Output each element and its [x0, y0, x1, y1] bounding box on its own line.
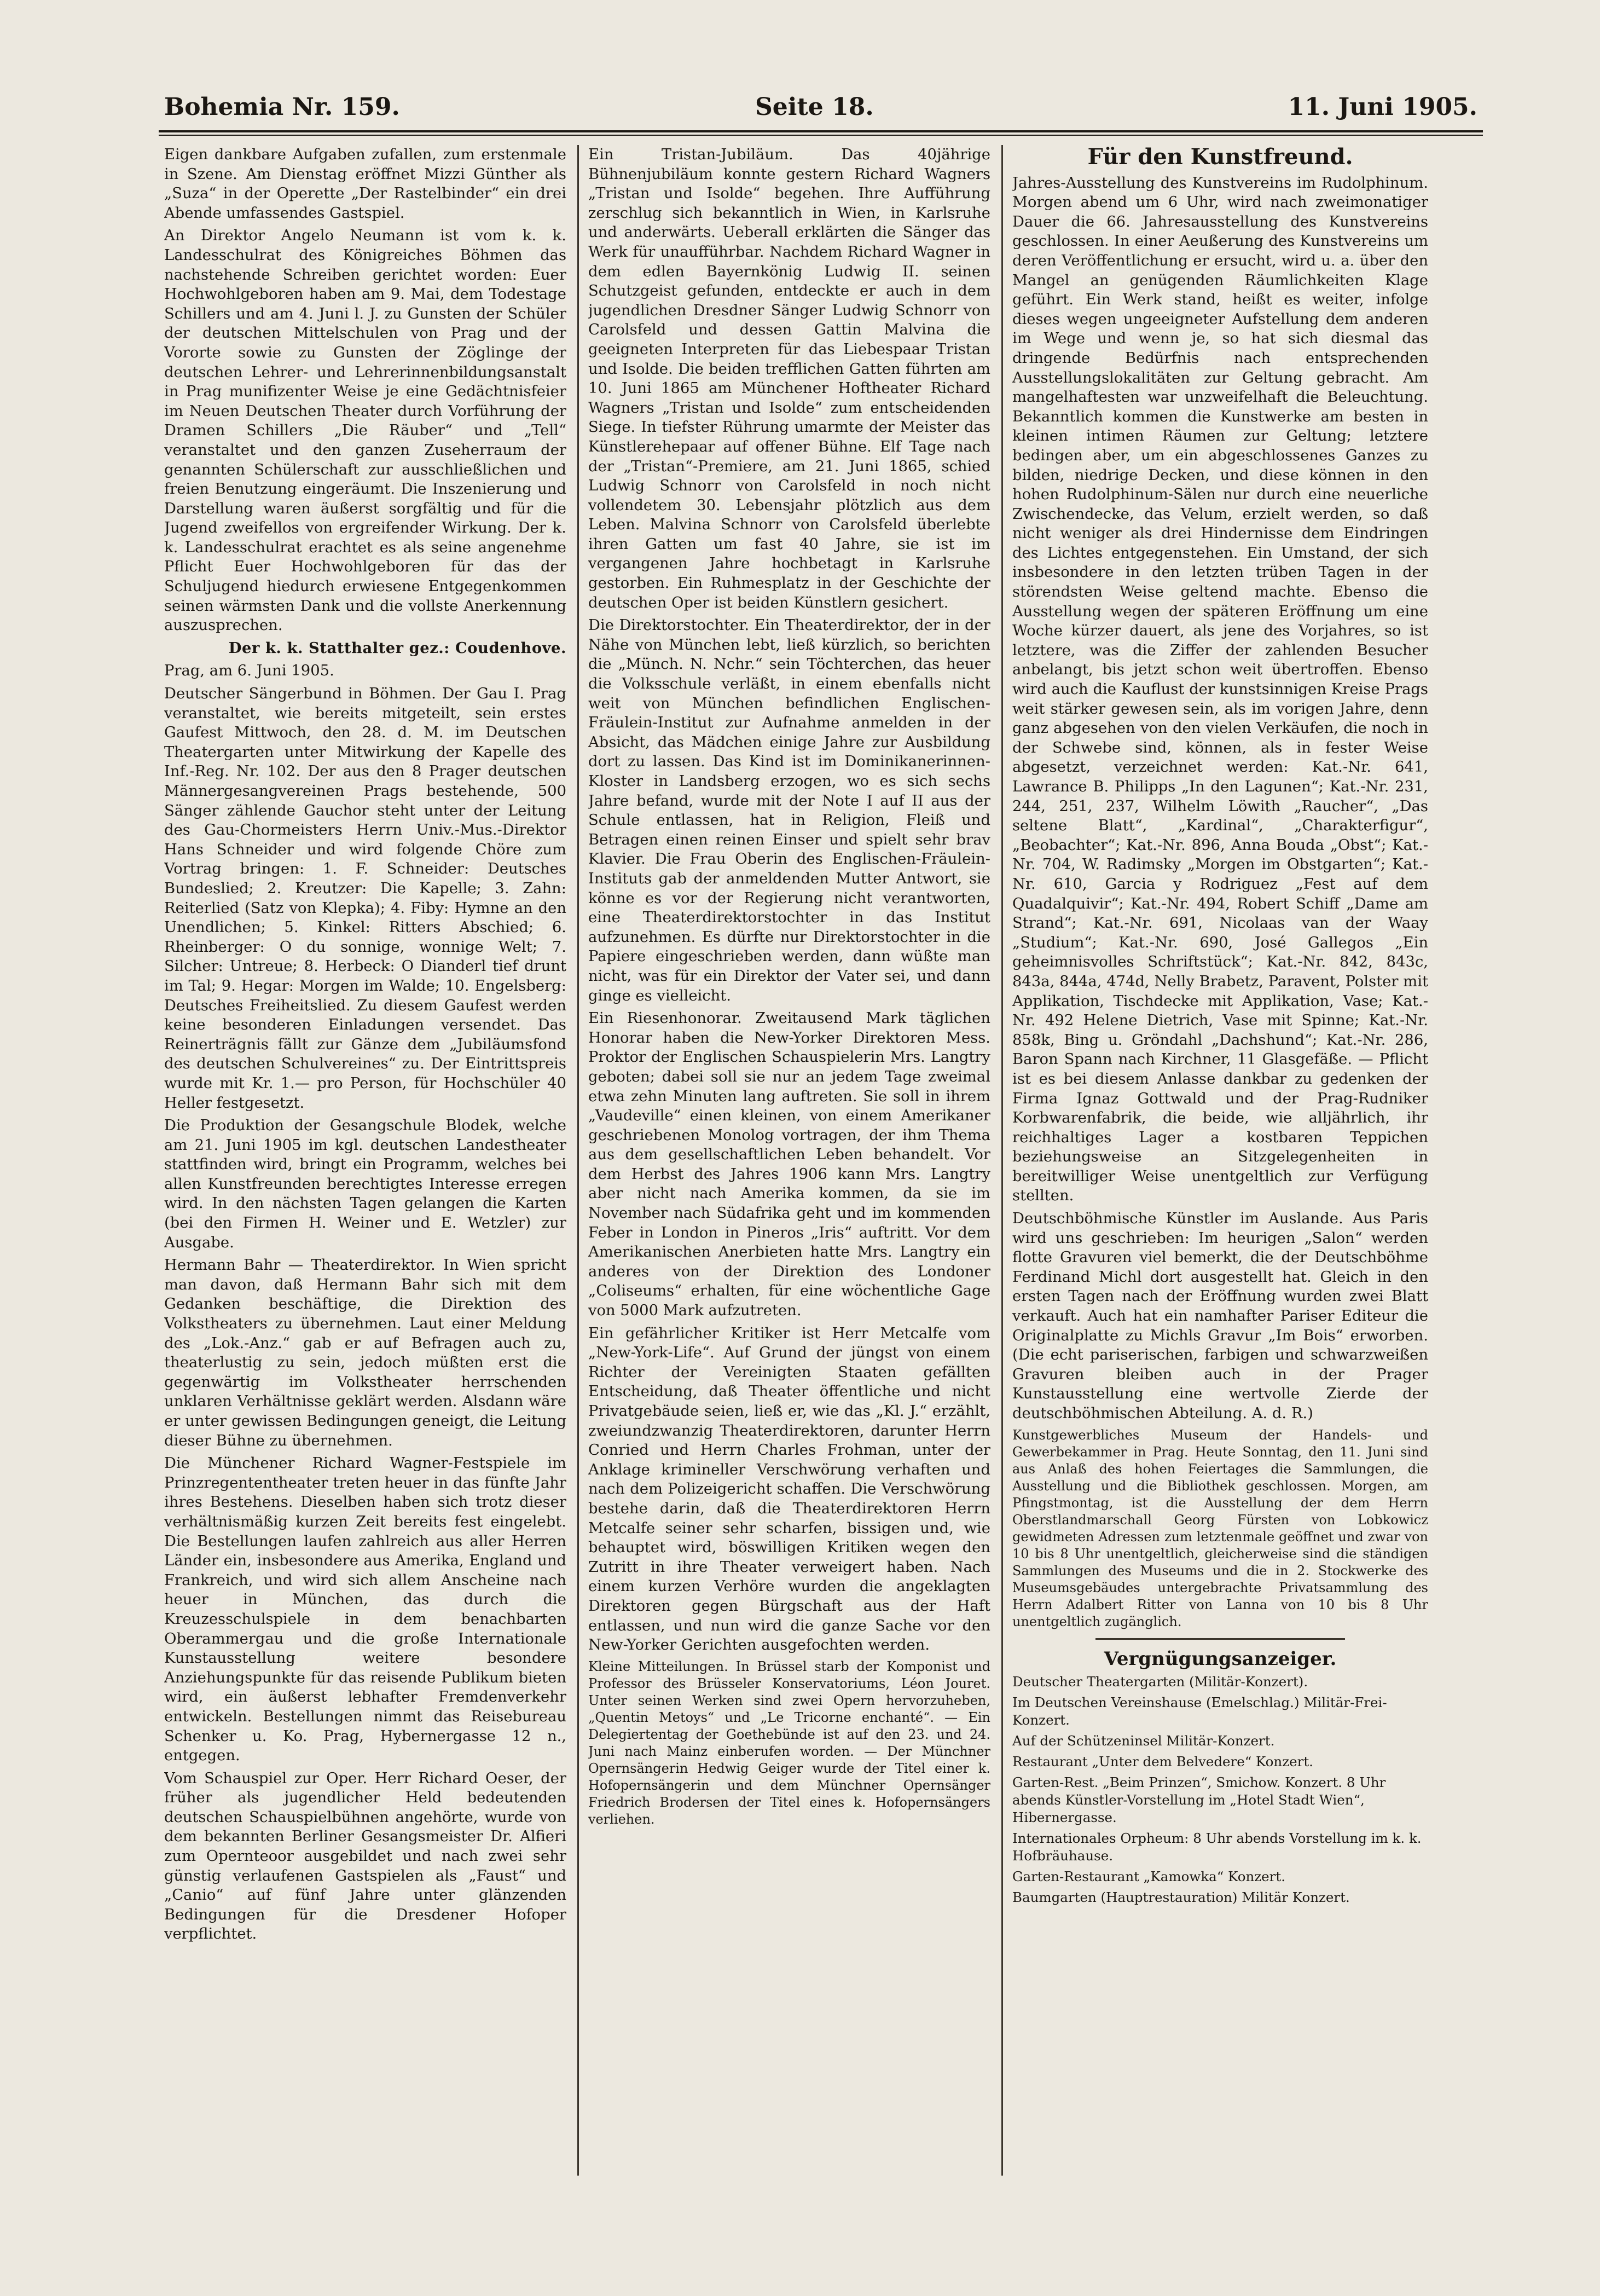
article-paragraph: Ein gefährlicher Kritiker ist Herr Metcalfe vom „New-York-Life“. Auf Grund der jüngst von einem Richter der Vereinigten Staaten gefällten Entscheidung, daß Theater öffentliche und nicht Privatgebäude seien, ließ er, wie das „Kl. J.“ erzählt, zweiundzwanzig Theaterdirektoren, darunter Herrn Conried und Herrn Charles Frohman, unter der Anklage krimineller Verschwörung verhaften und nach dem Polizeigericht schaffen. Die Verschwörung bestehe darin, daß die Theaterdirektoren Herrn Metcalfe seiner sehr scharfen, bissigen und, wie behauptet wird, böswilligen Kritiken wegen den Zutritt in ihre Theater verweigert haben. Nach einem kurzen Verhöre wurden die angeklagten Direktoren gegen Bürgschaft aus der Haft entlassen, und nun wird die ganze Sache vor den New-Yorker Gerichten ausgefochten werden. — [588, 1325, 990, 1654]
advertisement-title: Vergnügungsanzeiger. — [1104, 1647, 1337, 1670]
article-paragraph: An Direktor Angelo Neumann ist vom k. k. Landesschulrat des Königreiches Böhmen das nachstehende Schreiben gerichtet worden: Euer Hochwohlgeboren haben am 9. Mai, dem Todestage Schillers und am 4. Juni l. J. zu Gunsten der Schüler der deutschen Mittelschulen von Prag und der Vororte sowie zu Gunsten der Zöglinge der deutschen Lehrer- und Lehrerinnenbildungsanstalt in Prag munifizenter Weise je eine Gedächtnisfeier im Neuen Deutschen Theater durch Vorführung der Dramen Schillers „Die Räuber“ und „Tell“ veranstaltet und den ganzen Zuseherraum der genannten Schülerschaft zur ausschließlichen und freien Benutzung eingeräumt. Die Inszenierung und Darstellung waren äußerst sorgfältig und für die Jugend zweifellos von ergreifender Wirkung. Der k. k. Landesschulrat erachtet es als seine angenehme Pflicht Euer Hochwohlgeboren für das der Schuljugend hiedurch erwiesene Entgegenkommen seinen wärmsten Dank und die vollste Anerkennung auszusprechen. — [164, 227, 566, 634]
article-paragraph: Die Direktorstochter. Ein Theaterdirektor, der in der Nähe von München lebt, ließ kürzlich, so berichten die „Münch. N. Nchr.“ sein Töchterchen, das heuer die Volksschule verläßt, in einem ebenfalls nicht weit von München befindlichen Englischen-Fräulein-Institut zur Aufnahme anmelden in der Absicht, das Mädchen einige Jahre zur Ausbildung dort zu lassen. Das Kind ist im Dominikanerinnen-Kloster in Landsberg erzogen, wo es sich sechs Jahre befand, wurde mit der Note I auf II aus der Schule entlassen, hat in Religion, Fleiß und Betragen einen reinen Einser und spielt sehr brav Klavier. Die Frau Oberin des Englischen-Fräulein-Instituts gab der anmeldenden Mutter Antwort, sie könne es vor der Regierung nicht verantworten, eine Theaterdirektorstochter in das Institut aufzunehmen. Es dürfte nur Direktorstochter in die Papiere eingeschrieben werden, dann wüßte man nicht, was für ein Direktor der Vater sei, und dann ginge es vielleicht. — [588, 617, 990, 1004]
signature: Der k. k. Statthalter gez.: Coudenhove. — [228, 639, 566, 657]
column-1 — [164, 145, 566, 2176]
advertisement-item: Baumgarten (Hauptrestauration) Militär Konzert. — [1012, 1889, 1350, 1906]
section-divider — [1095, 1638, 1345, 1640]
column-2 — [588, 145, 990, 2176]
page-number: Seite 18. — [755, 93, 874, 121]
header-rule — [159, 130, 1483, 132]
advertisement-item: Deutscher Theatergarten (Militär-Konzert). — [1012, 1674, 1308, 1690]
article-paragraph: Vom Schauspiel zur Oper. Herr Richard Oeser, der früher als jugendlicher Held bedeutenden deutschen Schauspielbühnen angehörte, wurde von dem bekannten Berliner Gesangsmeister Dr. Alfieri zum Opernteoor ausgebildet und nach zwei sehr günstig verlaufenen Gastspielen als „Faust“ und „Canio“ auf fünf Jahre unter glänzenden Bedingungen für die Dresdener Hofoper verpflichtet. — [164, 1769, 566, 1943]
article-paragraph: Ein Riesenhonorar. Zweitausend Mark täglichen Honorar haben die New-Yorker Direktoren Mess. Proktor der Englischen Schauspielerin Mrs. Langtry geboten; dabei soll sie nur an jedem Tage zweimal etwa zehn Minuten lang auftreten. Sie soll in ihrem „Vaudeville“ einen kleinen, von einem Amerikaner geschriebenen Monolog vortragen, der ihm Thema aus dem gesellschaftlichen Leben behandelt. Vor dem Herbst des Jahres 1906 kann Mrs. Langtry aber nicht nach Amerika kommen, da sie im November nach Südafrika geht und im kommenden Feber in London in Pineros „Iris“ auftritt. Vor dem Amerikanischen Anerbieten hatte Mrs. Langtry ein anderes von der Direktion des Londoner „Coliseums“ erhalten, für eine wöchentliche Gage von 5000 Mark aufzutreten. — [588, 1010, 990, 1320]
advertisement-item: Internationales Orpheum: 8 Uhr abends Vorstellung im k. k. Hofbräuhause. — [1012, 1830, 1422, 1864]
advertisement-item: Auf der Schützeninsel Militär-Konzert. — [1012, 1733, 1275, 1749]
article-paragraph: Kunstgewerbliches Museum der Handels- und Gewerbekammer in Prag. Heute Sonntag, den 11. Juni sind aus Anlaß des hohen Feiertages die Sammlungen, die Ausstellung und die Bibliothek geschlossen. Morgen, am Pfingstmontag, ist die Ausstellung der dem Herrn Oberstlandmarschall Georg Fürsten von Lobkowicz gewidmeten Adressen zum letztenmale geöffnet und zwar von 10 bis 8 Uhr unentgeltlich, gleicherweise sind die ständigen Sammlungen des Museums und die in 2. Stockwerke des Museumsgebäudes untergebrachte Privatsammlung des Herrn Adalbert Ritter von Lanna von 10 bis 8 Uhr unentgeltlich zugänglich. — [1012, 1427, 1428, 1629]
page-header — [164, 82, 1477, 126]
article-paragraph: Hermann Bahr — Theaterdirektor. In Wien spricht man davon, daß Hermann Bahr sich mit dem Gedanken beschäftige, die Direktion des Volkstheaters zu übernehmen. Laut einer Meldung des „Lok.-Anz.“ gab er auf Befragen auch zu, theaterlustig zu sein, jedoch müßten erst die gegenwärtig im Volkstheater herrschenden unklaren Verhältnisse geklärt werden. Alsdann wäre er unter gewissen Bedingungen geneigt, die Leitung dieser Bühne zu übernehmen. — [164, 1257, 566, 1449]
advertisement-item: Im Deutschen Vereinshause (Emelschlag.) Militär-Frei-Konzert. — [1012, 1694, 1387, 1728]
advertisement-item: Restaurant „Unter dem Belvedere“ Konzert. — [1012, 1754, 1313, 1770]
article-paragraph: Ein Tristan-Jubiläum. Das 40jährige Bühnenjubiläum konnte gestern Richard Wagners „Tristan und Isolde“ begehen. Ihre Aufführung zerschlug sich bekanntlich in Wien, in Karlsruhe und anderwärts. Ueberall erklärten die Sänger das Werk für unaufführbar. Nachdem Richard Wagner in dem edlen Bayernkönig Ludwig II. seinen Schutzgeist gefunden, entdeckte er auch in dem jugendlichen Dresdner Sänger Ludwig Schnorr von Carolsfeld und dessen Gattin Malvina die geeigneten Interpreten für das Liebespaar Tristan und Isolde. Die beiden trefflichen Gatten führten am 10. Juni 1865 am Münchener Hoftheater Richard Wagners „Tristan und Isolde“ zum entscheidenden Siege. In tiefster Rührung umarmte der Meister das Künstlerehepaar auf offener Bühne. Elf Tage nach der „Tristan“-Premiere, am 21. Juni 1865, schied Ludwig Schnorr von Carolsfeld in noch nicht vollendetem 30. Lebensjahr plötzlich aus dem Leben. Malvina Schnorr von Carolsfeld überlebte ihren Gatten um fast 40 Jahre, sie ist im vergangenen Jahre hochbetagt in Karlsruhe gestorben. Ein Ruhmesplatz in der Geschichte der deutschen Oper ist beiden Künstlern gesichert. — [588, 146, 990, 611]
column-divider — [1001, 145, 1003, 2176]
article-paragraph: Jahres-Ausstellung des Kunstvereins im Rudolphinum. Morgen abend um 6 Uhr, wird nach zweimonatiger Dauer die 66. Jahresausstellung des Kunstvereins geschlossen. In einer Aeußerung des Kunstvereins um deren Veröffentlichung er ersucht, wird u. a. über den Mangel an genügenden Räumlichkeiten Klage geführt. Ein Werk stand, heißt es weiter, infolge dieses wegen ungeeigneter Aufstellung dem anderen im Wege und wenn je, so hat sich diesmal das dringende Bedürfnis nach entsprechenden Ausstellungslokalitäten zur Geltung gebracht. Am mangelhaftesten war unzweifelhaft die Beleuchtung. Bekanntlich kommen die Kunstwerke am besten in kleinen intimen Räumen zur Geltung; letztere bedingen aber, um ein abgeschlossenes Ganzes zu bilden, niedrige Decken, und diese können in den hohen Rudolphinum-Sälen nur durch eine neuerliche Zwischendecke, das Velum, erzielt werden, so daß nicht weniger als drei Hindernisse dem Eindringen des Lichtes entgegenstehen. Ein Umstand, der sich insbesondere in den letzten trüben Tagen in der störendsten Weise geltend machte. Ebenso die Ausstellung wegen der späteren Eröffnung um eine Woche kürzer dauert, als jene des Vorjahres, so ist letztere, was die Ziffer der zahlenden Besucher anbelangt, bis jetzt schon weit übertroffen. Ebenso wird auch die Kauflust der kunstsinnigen Kreise Prags weit stärker gewesen sein, als im vorigen Jahre, denn ganz abgesehen von den vielen Verkäufen, die noch in der Schwebe sind, können, als in fester Weise abgesetzt, verzeichnet werden: Kat.-Nr. 641, Lawrance B. Philipps „In den Lagunen“; Kat.-Nr. 231, 244, 251, 237, Wilhelm Löwith „Raucher“, „Das seltene Blatt“, „Kardinal“, „Charakterfigur“, „Beobachter“; Kat.-Nr. 896, Anna Bouda „Obst“; Kat.-Nr. 704, W. Radimsky „Morgen im Obstgarten“; Kat.-Nr. 610, Garcia y Rodriguez „Fest auf dem Quadalquivir“; Kat.-Nr. 494, Robert Schiff „Dame am Strand“; Kat.-Nr. 691, Nicolaas van der Waay „Studium“; Kat.-Nr. 690, José Gallegos „Ein geheimnisvolles Schriftstück“; Kat.-Nr. 842, 843c, 843a, 844a, 474d, Nelly Brabetz, Paravent, Polster mit Applikation, Tischdecke mit Applikation, Vase; Kat.-Nr. 492 Helene Dietrich, Vase mit Spinne; Kat.-Nr. 858k, Bing u. Gröndahl „Dachshund“; Kat.-Nr. 286, Baron Spann nach Kirchner, 11 Glasgefäße. — Pflicht ist es bei diesem Anlasse dankbar zu gedenken der Firma Ignaz Gottwald und der Prag-Rudniker Korbwarenfabrik, die beide, wie alljährlich, ihr reichhaltiges Lager a kostbaren Teppichen beziehungsweise an Sitzgelegenheiten in bereitwilliger Weise unentgeltlich zur Verfügung stellten. — [1012, 174, 1428, 1205]
advertisement-item: Garten-Rest. „Beim Prinzen“, Smichow. Konzert. 8 Uhr abends Künstler-Vorstellung im „Hotel Stadt Wien“, Hibernergasse. — [1012, 1774, 1386, 1826]
column-divider — [577, 145, 579, 2176]
article-paragraph: Die Münchener Richard Wagner-Festspiele im Prinzregententheater treten heuer in das fünfte Jahr ihres Bestehens. Dieselben haben sich trotz dieser verhältnismäßig kurzen Zeit bereits fest eingelebt. Die Bestellungen laufen zahlreich aus aller Herren Länder ein, insbesondere aus Amerika, England und Frankreich, und wird sich allem Anscheine nach heuer in München, das durch die Kreuzesschulspiele in dem benachbarten Oberammergau und die große Internationale Kunstausstellung weitere besondere Anziehungspunkte für das reisende Publikum bieten wird, ein äußerst lebhafter Fremdenverkehr entwickeln. Bestellungen nimmt das Reisebureau Schenker u. Ko. Prag, Hybernergasse 12 n., entgegen. — [164, 1455, 566, 1765]
dateline: Prag, am 6. Juni 1905. — [164, 662, 334, 680]
article-paragraph: Die Produktion der Gesangschule Blodek, welche am 21. Juni 1905 im kgl. deutschen Landestheater stattfinden wird, bringt ein Programm, welches bei allen Kunstfreunden berechtigtes Interesse erregen wird. In den nächsten Tagen gelangen die Karten (bei den Firmen H. Weiner und E. Wetzler) zur Ausgabe. — [164, 1117, 566, 1251]
header-rule-thin — [159, 135, 1483, 136]
article-paragraph: Deutschböhmische Künstler im Auslande. Aus Paris wird uns geschrieben: Im heurigen „Salon“ werden flotte Gravuren viel bemerkt, die der Deutschböhme Ferdinand Michl dort ausgestellt hat. Gleich in den ersten Tagen nach der Eröffnung wurden zwei Blatt verkauft. Auch hat ein namhafter Pariser Editeur die Originalplatte zu Michls Gravur „Im Bois“ erworben. (Die echt pariserischen, farbigen und schwarzweißen Gravuren bleiben auch in der Prager Kunstausstellung eine wertvolle Zierde der deutschböhmischen Abteilung. A. d. R.) — [1012, 1210, 1428, 1422]
article-paragraph: Kleine Mitteilungen. In Brüssel starb der Komponist und Professor des Brüsseler Konservatoriums, Léon Jouret. Unter seinen Werken sind zwei Opern hervorzuheben, „Quentin Metoys“ und „Le Tricorne enchanté“. — Ein Delegiertentag der Goethebünde ist auf den 23. und 24. Juni nach Mainz einberufen worden. — Der Münchner Opernsängerin Hedwig Geiger wurde der Titel einer k. Hofopernsängerin und dem Münchner Opernsänger Friedrich Brodersen der Titel eines k. Hofopernsängers verliehen. — [588, 1658, 990, 1827]
section-title: Für den Kunstfreund. — [1087, 145, 1353, 170]
article-paragraph: Eigen dankbare Aufgaben zufallen, zum erstenmale in Szene. Am Dienstag eröffnet Mizzi Günther als „Suza“ in der Operette „Der Rastelbinder“ ein drei Abende umfassendes Gastspiel. — [164, 146, 566, 222]
issue-date: 11. Juni 1905. — [1288, 93, 1477, 121]
article-paragraph: Deutscher Sängerbund in Böhmen. Der Gau I. Prag veranstaltet, wie bereits mitgeteilt, sein erstes Gaufest Mittwoch, den 28. d. M. im Deutschen Theatergarten unter Mitwirkung der Kapelle des Inf.-Reg. Nr. 102. Der aus den 8 Prager deutschen Männergesangvereinen Prags bestehende, 500 Sänger zählende Gauchor steht unter der Leitung des Gau-Chormeisters Herrn Univ.-Mus.-Direktor Hans Schneider und wird folgende Chöre zum Vortrag bringen: 1. F. Schneider: Deutsches Bundeslied; 2. Kreutzer: Die Kapelle; 3. Zahn: Reiterlied (Satz von Klepka); 4. Fiby: Hymne an den Unendlichen; 5. Kinkel: Ritters Abschied; 6. Rheinberger: O du sonnige, wonnige Welt; 7. Silcher: Untreue; 8. Herbeck: O Dianderl tief drunt im Tal; 9. Hegar: Morgen im Walde; 10. Engelsberg: Deutsches Freiheitslied. Zu diesem Gaufest werden keine besonderen Einladungen versendet. Das Reinerträgnis fällt zur Gänze dem „Jubiläumsfond des deutschen Schulvereines“ zu. Der Eintrittspreis wurde mit Kr. 1.— pro Person, für Hochschüler 40 Heller festgesetzt. — [164, 685, 566, 1112]
column-3 — [1012, 145, 1428, 2176]
advertisement-item: Garten-Restaurant „Kamowka“ Konzert. — [1012, 1869, 1286, 1885]
issue-number: Bohemia Nr. 159. — [164, 93, 400, 121]
